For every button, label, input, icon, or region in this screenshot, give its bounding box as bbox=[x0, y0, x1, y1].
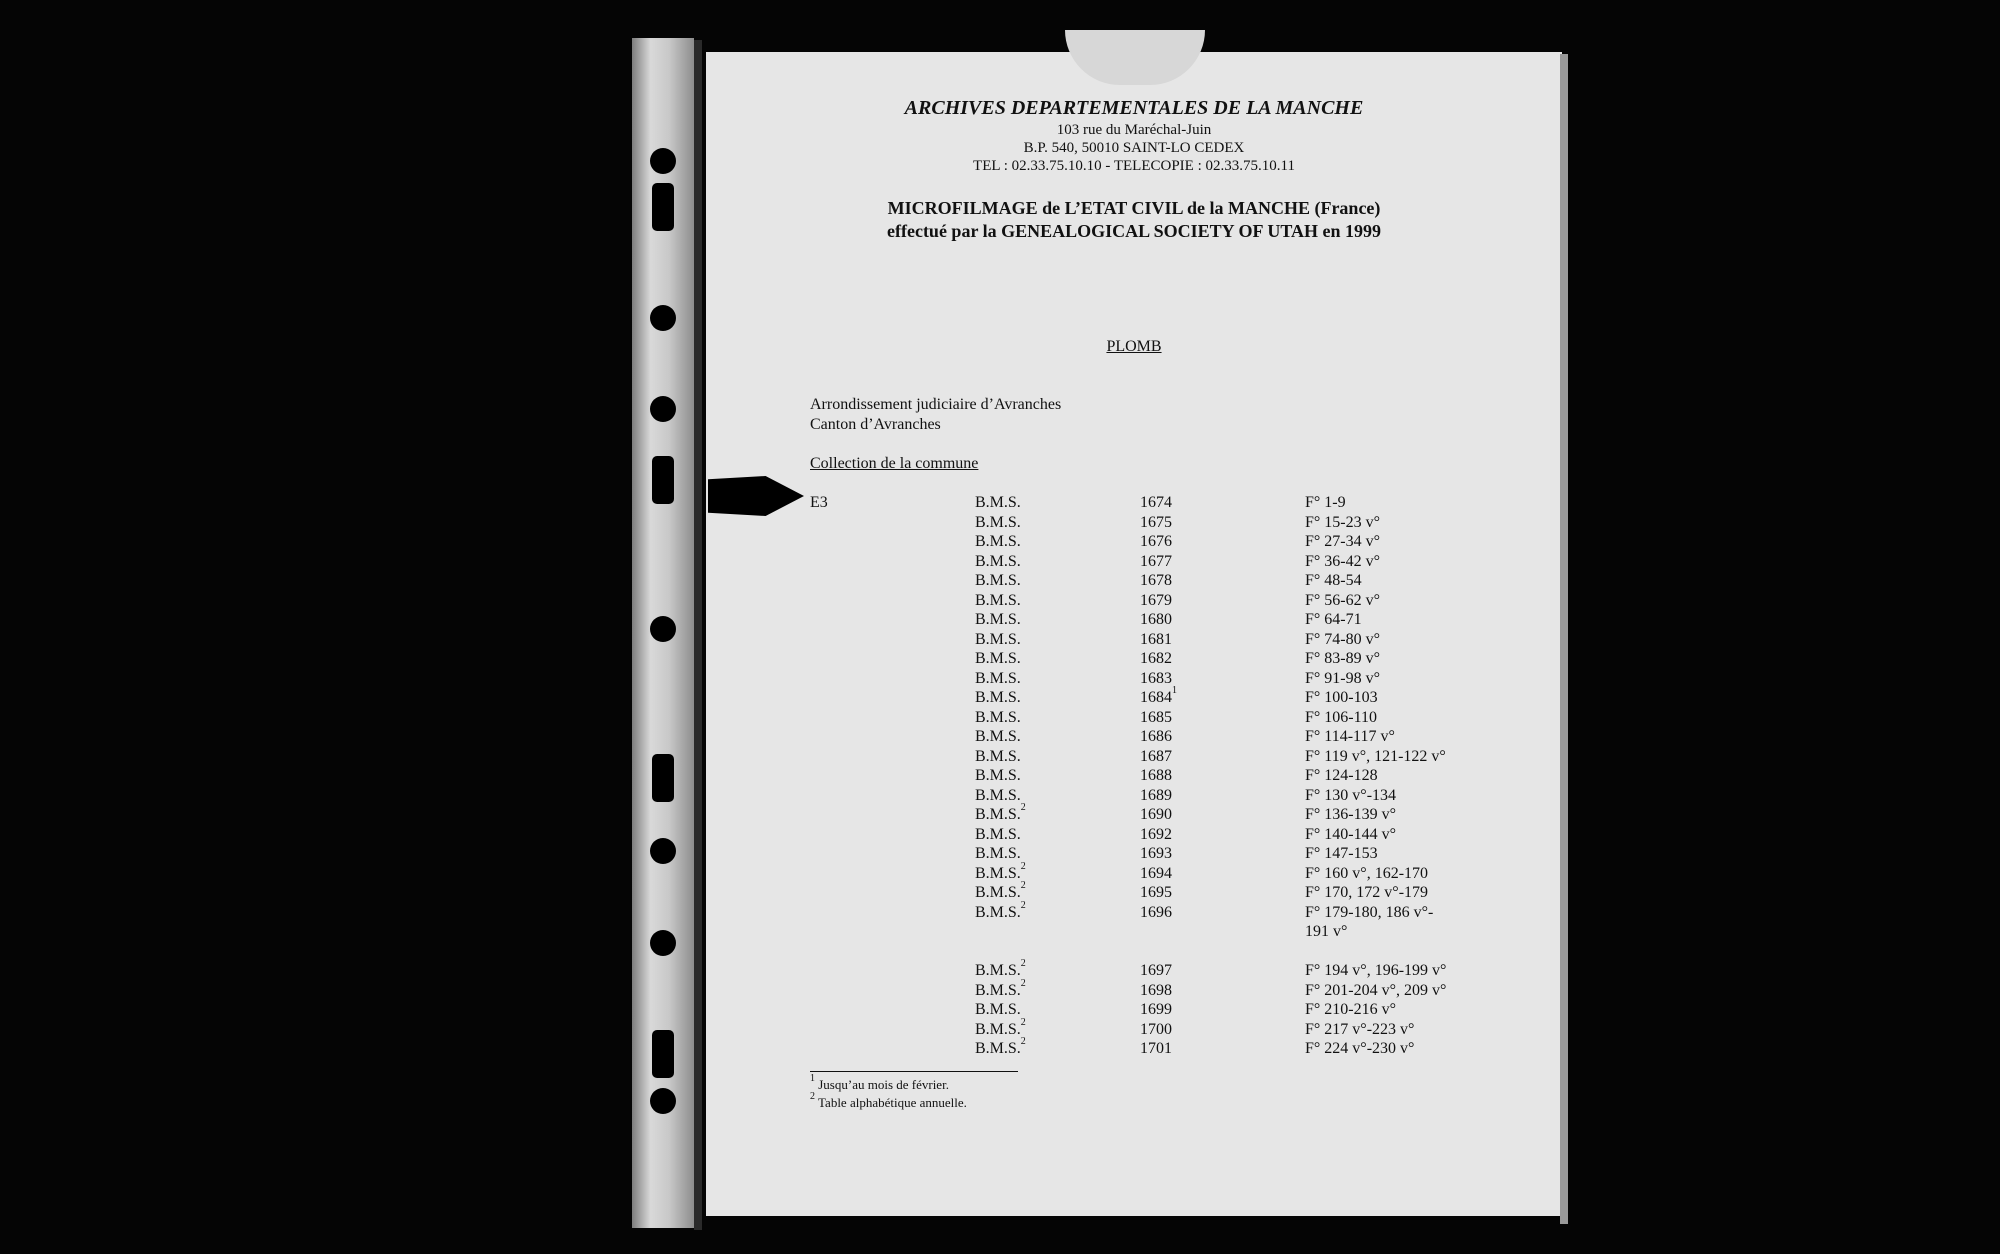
type-cell: B.M.S.$^2$ bbox=[975, 958, 1026, 979]
footnote-1: $^1$ Jusqu’au mois de février. bbox=[810, 1073, 949, 1092]
type-cell: B.M.S.$^2$ bbox=[975, 1016, 1026, 1038]
table-row bbox=[810, 592, 1510, 612]
folio-cell: F° 106-110 bbox=[1305, 708, 1378, 726]
folio-cell: F° 91-98 v° bbox=[1305, 669, 1381, 687]
type-cell: B.M.S. bbox=[975, 591, 1021, 609]
table-row bbox=[810, 767, 1510, 787]
year-cell: 1681 bbox=[1140, 630, 1172, 648]
year-cell: 1675 bbox=[1140, 513, 1172, 531]
type-cell: B.M.S. bbox=[975, 728, 1021, 745]
table-row bbox=[810, 514, 1510, 534]
commune-name: PLOMB bbox=[1106, 338, 1162, 355]
type-cell: B.M.S. bbox=[975, 1001, 1021, 1018]
year-cell: 1693 bbox=[1140, 845, 1172, 862]
year-cell: 1676 bbox=[1140, 533, 1172, 550]
year-cell: 1687 bbox=[1140, 747, 1172, 765]
type-cell: B.M.S. bbox=[975, 513, 1021, 531]
folio-cell: F° 124-128 bbox=[1305, 767, 1378, 784]
year-cell: 1696 bbox=[1140, 903, 1172, 921]
punch-hole bbox=[650, 930, 676, 956]
microfilm-title-2: effectué par la GENEALOGICAL SOCIETY OF UTAH en 1999 bbox=[886, 221, 1381, 241]
institution-title: ARCHIVES DEPARTEMENTALES DE LA MANCHE bbox=[904, 97, 1364, 119]
type-cell: B.M.S. bbox=[975, 552, 1021, 570]
type-cell: B.M.S.$^2$ bbox=[975, 899, 1026, 921]
year-cell: 1692 bbox=[1140, 825, 1172, 843]
year-cell: 1682 bbox=[1140, 650, 1172, 667]
year-cell: 1677 bbox=[1140, 552, 1172, 570]
year-cell: 1680 bbox=[1140, 611, 1172, 628]
table-row bbox=[810, 860, 1510, 885]
year-cell: 1684$^1$ bbox=[1140, 685, 1177, 706]
type-cell: B.M.S. bbox=[975, 650, 1021, 667]
table-row bbox=[810, 1001, 1510, 1021]
folio-cell: F° 201-204 v°, 209 v° bbox=[1305, 981, 1447, 999]
type-cell: B.M.S. bbox=[975, 689, 1021, 706]
table-row bbox=[810, 787, 1510, 807]
type-cell: B.M.S. bbox=[975, 630, 1021, 648]
year-cell: 1679 bbox=[1140, 591, 1172, 609]
type-cell: B.M.S. bbox=[975, 572, 1021, 589]
type-cell: B.M.S.$^2$ bbox=[975, 977, 1026, 999]
folio-cell: F° 210-216 v° bbox=[1305, 1001, 1397, 1018]
table-row bbox=[810, 899, 1510, 940]
table-row bbox=[810, 826, 1510, 846]
table-row bbox=[810, 611, 1510, 631]
type-cell: B.M.S. bbox=[975, 747, 1021, 765]
punch-hole bbox=[650, 1088, 676, 1114]
code-cell: E3 bbox=[810, 494, 828, 511]
address-line-2: B.P. 540, 50010 SAINT-LO CEDEX bbox=[1023, 140, 1245, 156]
table-row bbox=[810, 958, 1510, 982]
year-cell: 1686 bbox=[1140, 728, 1172, 745]
folio-cell: F° 83-89 v° bbox=[1305, 650, 1381, 667]
table-row bbox=[810, 802, 1510, 826]
table-row bbox=[810, 748, 1510, 768]
arrondissement: Arrondissement judiciaire d’Avranches bbox=[810, 396, 1062, 413]
folio-cell: F° 160 v°, 162-170 bbox=[1305, 864, 1429, 882]
year-cell: 1690 bbox=[1140, 806, 1172, 823]
year-cell: 1688 bbox=[1140, 767, 1172, 784]
year-cell: 1698 bbox=[1140, 981, 1172, 999]
year-cell: 1700 bbox=[1140, 1020, 1172, 1038]
folio-cell: F° 74-80 v° bbox=[1305, 630, 1381, 648]
type-cell: B.M.S.$^2$ bbox=[975, 860, 1026, 882]
type-cell: B.M.S.$^2$ bbox=[975, 1036, 1026, 1057]
punch-hole bbox=[650, 838, 676, 864]
type-cell: B.M.S. bbox=[975, 494, 1021, 511]
folio-cell: F° 64-71 bbox=[1305, 611, 1362, 628]
table-row bbox=[810, 845, 1510, 865]
folio-cell: F° 48-54 bbox=[1305, 572, 1362, 589]
footnote-2: $^2$ Table alphabétique annuelle. bbox=[810, 1091, 967, 1110]
canton: Canton d’Avranches bbox=[810, 416, 941, 433]
footnote-rule bbox=[810, 1071, 1018, 1072]
folio-cell: F° 179-180, 186 v°- bbox=[1305, 903, 1434, 921]
type-cell: B.M.S. bbox=[975, 845, 1021, 862]
type-cell: B.M.S.$^2$ bbox=[975, 802, 1026, 823]
type-cell: B.M.S.$^2$ bbox=[975, 880, 1026, 901]
type-cell: B.M.S. bbox=[975, 708, 1021, 726]
collection-heading: Collection de la commune bbox=[810, 455, 979, 472]
punch-hole bbox=[650, 396, 676, 422]
table-row bbox=[810, 709, 1510, 729]
punch-slot bbox=[652, 183, 674, 231]
table-row bbox=[810, 1016, 1510, 1041]
punch-slot bbox=[652, 754, 674, 802]
table-row bbox=[810, 1036, 1510, 1060]
address-line-1: 103 rue du Maréchal-Juin bbox=[1056, 122, 1212, 138]
contact-line: TEL : 02.33.75.10.10 - TELECOPIE : 02.33.75.10.11 bbox=[973, 158, 1295, 174]
table-row bbox=[810, 685, 1510, 709]
folio-cell: F° 136-139 v° bbox=[1305, 806, 1397, 823]
punch-hole bbox=[650, 616, 676, 642]
year-cell: 1678 bbox=[1140, 572, 1172, 589]
folio-cell: F° 100-103 bbox=[1305, 689, 1378, 706]
table-row bbox=[810, 670, 1510, 690]
punch-slot bbox=[652, 1030, 674, 1078]
folio-cell: F° 140-144 v° bbox=[1305, 825, 1397, 843]
folio-cell-continued: 191 v° bbox=[1305, 923, 1348, 940]
type-cell: B.M.S. bbox=[975, 786, 1021, 804]
table-row bbox=[810, 977, 1510, 1002]
year-cell: 1694 bbox=[1140, 864, 1172, 882]
sleeve-edge bbox=[694, 40, 702, 1230]
folio-cell: F° 217 v°-223 v° bbox=[1305, 1020, 1415, 1038]
punch-hole bbox=[650, 148, 676, 174]
folio-cell: F° 194 v°, 196-199 v° bbox=[1305, 962, 1447, 979]
table-row bbox=[810, 631, 1510, 651]
microfilm-title-1: MICROFILMAGE de L’ETAT CIVIL de la MANCHE (France) bbox=[887, 198, 1381, 218]
type-cell: B.M.S. bbox=[975, 767, 1021, 784]
year-cell: 1683 bbox=[1140, 669, 1172, 687]
type-cell: B.M.S. bbox=[975, 533, 1021, 550]
table-row bbox=[810, 728, 1510, 748]
year-cell: 1685 bbox=[1140, 708, 1172, 726]
table-row bbox=[810, 553, 1510, 573]
punch-hole bbox=[650, 305, 676, 331]
type-cell: B.M.S. bbox=[975, 825, 1021, 843]
folio-cell: F° 114-117 v° bbox=[1305, 728, 1395, 745]
folio-cell: F° 36-42 v° bbox=[1305, 552, 1381, 570]
table-row bbox=[810, 533, 1510, 553]
year-cell: 1695 bbox=[1140, 884, 1172, 901]
folio-cell: F° 56-62 v° bbox=[1305, 591, 1381, 609]
folio-cell: F° 170, 172 v°-179 bbox=[1305, 884, 1429, 901]
folio-cell: F° 147-153 bbox=[1305, 845, 1378, 862]
year-cell: 1674 bbox=[1140, 494, 1172, 511]
table-row bbox=[810, 572, 1510, 592]
folio-cell: F° 27-34 v° bbox=[1305, 533, 1381, 550]
year-cell: 1689 bbox=[1140, 786, 1172, 804]
year-cell: 1697 bbox=[1140, 962, 1172, 979]
folio-cell: F° 224 v°-230 v° bbox=[1305, 1040, 1415, 1057]
table-row bbox=[810, 494, 1510, 514]
table-row bbox=[810, 650, 1510, 670]
folio-cell: F° 1-9 bbox=[1305, 494, 1346, 511]
type-cell: B.M.S. bbox=[975, 669, 1021, 687]
table-row bbox=[810, 880, 1510, 904]
folio-cell: F° 15-23 v° bbox=[1305, 513, 1381, 531]
type-cell: B.M.S. bbox=[975, 611, 1021, 628]
punch-slot bbox=[652, 456, 674, 504]
folio-cell: F° 119 v°, 121-122 v° bbox=[1305, 747, 1446, 765]
year-cell: 1699 bbox=[1140, 1001, 1172, 1018]
folio-cell: F° 130 v°-134 bbox=[1305, 786, 1397, 804]
year-cell: 1701 bbox=[1140, 1040, 1172, 1057]
